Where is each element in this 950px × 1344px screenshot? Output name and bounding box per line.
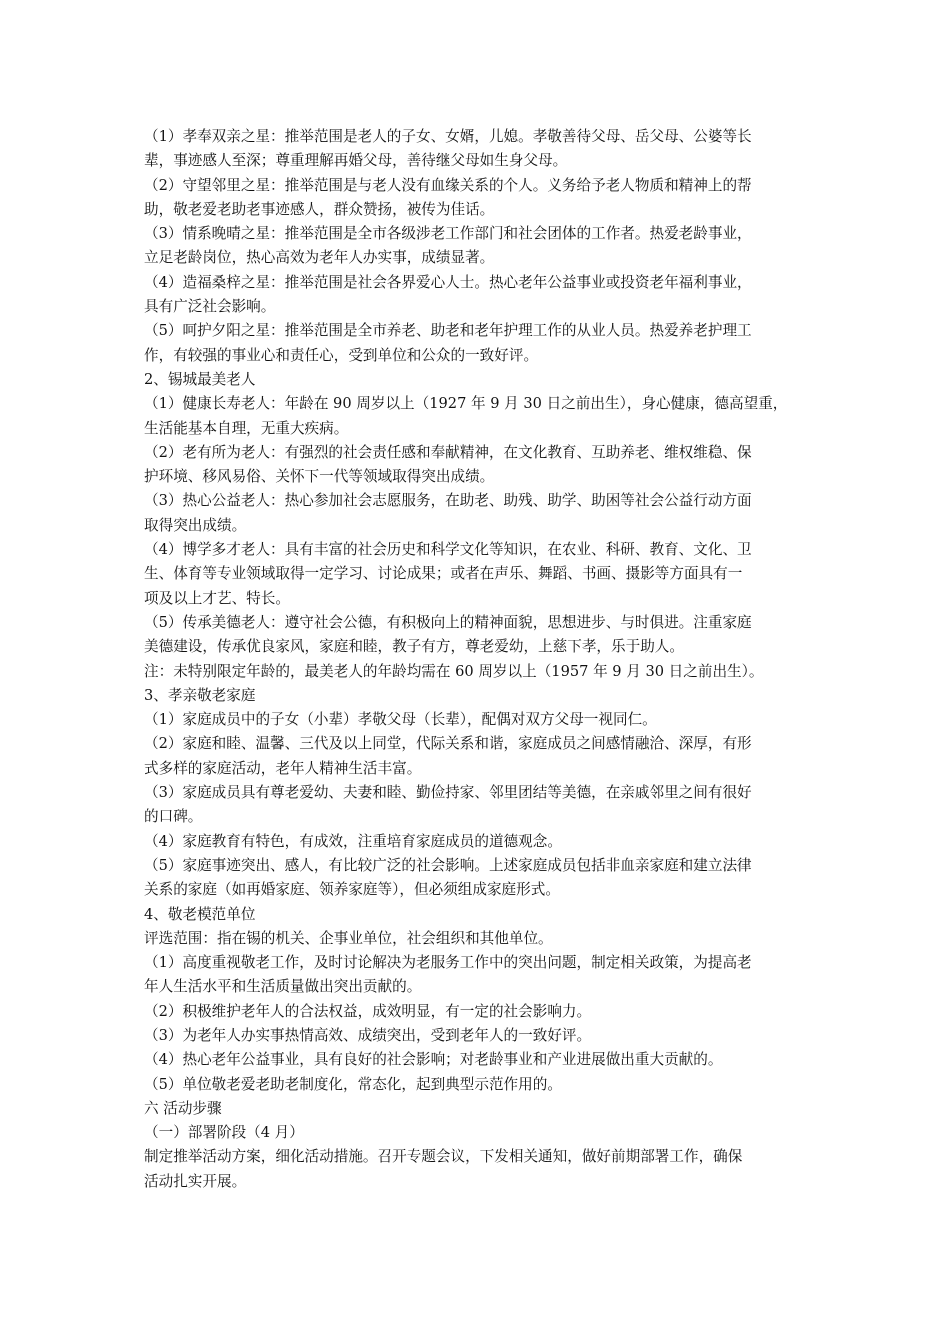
text-line: 关系的家庭（如再婚家庭、领养家庭等），但必须组成家庭形式。 (144, 881, 560, 899)
section-heading: 4、敬老模范单位 (144, 905, 256, 923)
text-line: （3）为老年人办实事热情高效、成绩突出，受到老年人的一致好评。 (144, 1026, 592, 1044)
text-line: （5）单位敬老爱老助老制度化，常态化，起到典型示范作用的。 (144, 1075, 562, 1093)
note-line: 注：未特别限定年龄的，最美老人的年龄均需在 60 周岁以上（1957 年 9 月 30 日之前出生）。 (144, 662, 764, 680)
text-line: 评选范围：指在锡的机关、企事业单位，社会组织和其他单位。 (144, 929, 553, 947)
text-line: 取得突出成绩。 (144, 516, 247, 534)
text-line: （1）家庭成员中的子女（小辈）孝敬父母（长辈），配偶对双方父母一视同仁。 (144, 711, 657, 729)
text-line: 具有广泛社会影响。 (144, 298, 276, 316)
text-line: 助，敬老爱老助老事迹感人，群众赞扬，被传为佳话。 (144, 200, 495, 218)
text-line: （2）家庭和睦、温馨、三代及以上同堂，代际关系和谐，家庭成员之间感情融洽、深厚，有形 (144, 735, 752, 753)
text-line: 护环境、移风易俗、关怀下一代等领域取得突出成绩。 (144, 468, 495, 486)
text-line: （1）健康长寿老人：年龄在 90 周岁以上（1927 年 9 月 30 日之前出生），身心健康，德高望重， (144, 395, 788, 413)
text-line: 辈，事迹感人至深；尊重理解再婚父母，善待继父母如生身父母。 (144, 152, 568, 170)
text-line: （5）呵护夕阳之星：推举范围是全市养老、助老和老年护理工作的从业人员。热爱养老护理工 (144, 322, 752, 340)
text-line: （4）热心老年公益事业，具有良好的社会影响；对老龄事业和产业进展做出重大贡献的。 (144, 1051, 723, 1069)
text-line: （3）热心公益老人：热心参加社会志愿服务，在助老、助残、助学、助困等社会公益行动方面 (144, 492, 752, 510)
text-line: 生、体育等专业领域取得一定学习、讨论成果；或者在声乐、舞蹈、书画、摄影等方面具有一 (144, 565, 743, 583)
text-line: 作，有较强的事业心和责任心，受到单位和公众的一致好评。 (144, 346, 539, 364)
text-line: 立足老龄岗位，热心高效为老年人办实事，成绩显著。 (144, 249, 495, 267)
text-line: 美德建设，传承优良家风，家庭和睦，教子有方，尊老爱幼，上慈下孝，乐于助人。 (144, 638, 684, 656)
section-heading: 2、锡城最美老人 (144, 370, 256, 388)
text-line: 制定推举活动方案，细化活动措施。召开专题会议，下发相关通知，做好前期部署工作，确保 (144, 1148, 743, 1166)
text-line: 生活能基本自理，无重大疾病。 (144, 419, 349, 437)
text-line: （3）情系晚晴之星：推举范围是全市各级涉老工作部门和社会团体的工作者。热爱老龄事业， (144, 225, 752, 243)
text-line: （4）造福桑梓之星：推举范围是社会各界爱心人士。热心老年公益事业或投资老年福利事业， (144, 273, 752, 291)
text-line: 活动扎实开展。 (144, 1172, 247, 1190)
text-line: （2）积极维护老年人的合法权益，成效明显，有一定的社会影响力。 (144, 1002, 592, 1020)
text-line: 项及以上才艺、特长。 (144, 589, 290, 607)
text-line: （3）家庭成员具有尊老爱幼、夫妻和睦、勤俭持家、邻里团结等美德，在亲戚邻里之间有很好 (144, 784, 752, 802)
text-line: （1）孝奉双亲之星：推举范围是老人的子女、女婿，儿媳。孝敬善待父母、岳父母、公婆等长 (144, 128, 752, 145)
document-body (144, 125, 812, 1194)
text-line: （4）家庭教育有特色，有成效，注重培育家庭成员的道德观念。 (144, 832, 562, 850)
text-line: （2）老有所为老人：有强烈的社会责任感和奉献精神，在文化教育、互助养老、维权维稳、保 (144, 443, 752, 461)
subsection-heading: （一）部署阶段（4 月） (144, 1124, 304, 1142)
text-line: （1）高度重视敬老工作，及时讨论解决为老服务工作中的突出问题，制定相关政策，为提高老 (144, 954, 752, 972)
text-line: （4）博学多才老人：具有丰富的社会历史和科学文化等知识，在农业、科研、教育、文化、卫 (144, 541, 752, 559)
section-heading: 六 活动步骤 (144, 1099, 222, 1117)
text-line: 的口碑。 (144, 808, 203, 826)
text-line: （5）传承美德老人：遵守社会公德，有积极向上的精神面貌，思想进步、与时俱进。注重家庭 (144, 613, 752, 631)
section-heading: 3、孝亲敬老家庭 (144, 686, 256, 704)
text-line: 式多样的家庭活动，老年人精神生活丰富。 (144, 759, 422, 777)
text-line: （5）家庭事迹突出、感人，有比较广泛的社会影响。上述家庭成员包括非血亲家庭和建立法律 (144, 856, 752, 874)
text-line: （2）守望邻里之星：推举范围是与老人没有血缘关系的个人。义务给予老人物质和精神上的帮 (144, 176, 752, 194)
text-line: 年人生活水平和生活质量做出突出贡献的。 (144, 978, 422, 996)
